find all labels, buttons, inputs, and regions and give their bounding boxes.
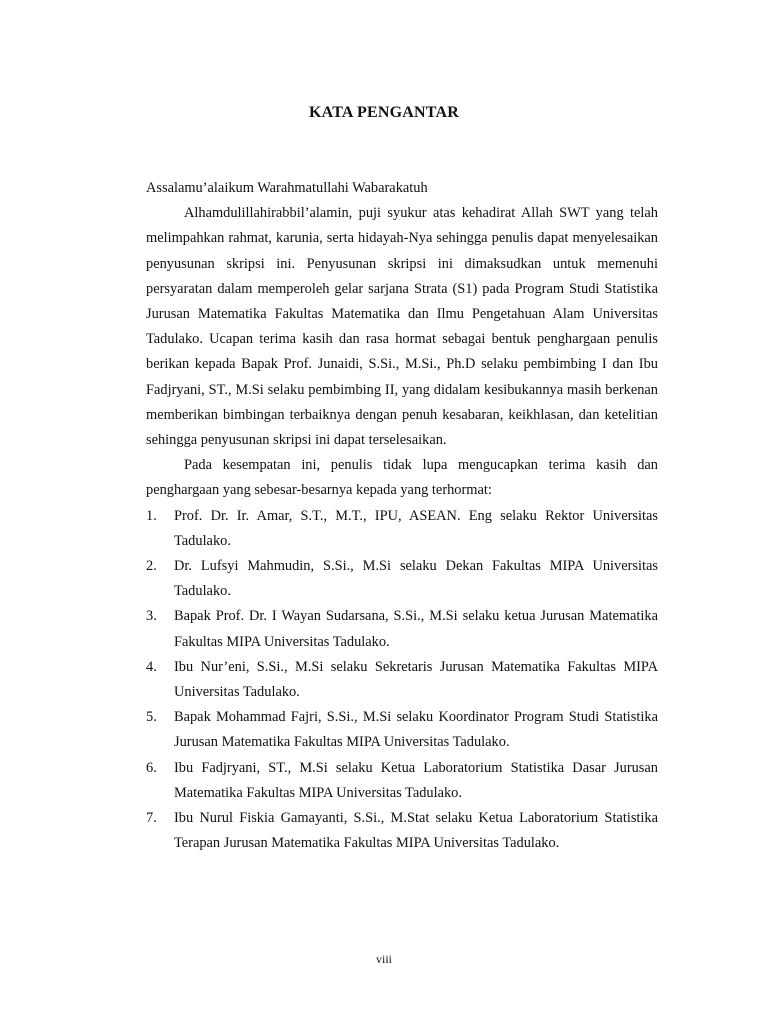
- paragraph-thanks-intro: Pada kesempatan ini, penulis tidak lupa mengucapkan terima kasih dan penghargaan yang sebesar-besarnya kepada yang terhormat:: [146, 457, 658, 499]
- page-number: viii: [375, 952, 392, 966]
- acknowledgement-list: [146, 504, 658, 857]
- list-number: 2.: [146, 558, 157, 575]
- list-text: Ibu Fadjryani, ST., M.Si selaku Ketua Laboratorium Statistika Dasar Jurusan Matematika Fakultas MIPA Universitas Tadulako.: [174, 759, 658, 801]
- list-text: Bapak Prof. Dr. I Wayan Sudarsana, S.Si., M.Si selaku ketua Jurusan Matematika Fakultas MIPA Universitas Tadulako.: [174, 608, 658, 650]
- list-number: 1.: [146, 507, 157, 524]
- list-item: [146, 554, 658, 604]
- list-item: [146, 705, 658, 755]
- list-text: Dr. Lufsyi Mahmudin, S.Si., M.Si selaku Dekan Fakultas MIPA Universitas Tadulako.: [174, 558, 658, 600]
- greeting: Assalamu’alaikum Warahmatullahi Wabarakatuh: [146, 180, 428, 196]
- list-number: 7.: [146, 810, 157, 827]
- list-number: 6.: [146, 759, 157, 776]
- list-item: [146, 655, 658, 705]
- list-item: [146, 604, 658, 654]
- paragraph-opening: Alhamdulillahirabbil’alamin, puji syukur atas kehadirat Allah SWT yang telah melimpahkan rahmat, karunia, serta hidayah-Nya sehingga penulis dapat menyelesaikan penyusunan skripsi ini. Penyusunan skripsi ini dimaksudkan untuk memenuhi persyaratan dalam memperoleh gelar sarjana Strata (S1) pada Program Studi Statistika Jurusan Matematika Fakultas Matematika dan Ilmu Pengetahuan Alam Universitas Tadulako. Ucapan terima kasih dan rasa hormat sebagai bentuk penghargaan penulis berikan kepada Bapak Prof. Junaidi, S.Si., M.Si., Ph.D selaku pembimbing I dan Ibu Fadjryani, ST., M.Si selaku pembimbing II, yang didalam kesibukannya masih berkenan memberikan bimbingan terbaiknya dengan penuh kesabaran, keikhlasan, dan ketelitian sehingga penyusunan skripsi ini dapat terselesaikan.: [146, 205, 658, 449]
- page-title: KATA PENGANTAR: [309, 104, 459, 121]
- list-text: Ibu Nurul Fiskia Gamayanti, S.Si., M.Stat selaku Ketua Laboratorium Statistika Terapan Jurusan Matematika Fakultas MIPA Universitas Tadulako.: [174, 810, 658, 852]
- list-text: Bapak Mohammad Fajri, S.Si., M.Si selaku Koordinator Program Studi Statistika Jurusan Matematika Fakultas MIPA Universitas Tadulako.: [174, 709, 658, 751]
- list-text: Prof. Dr. Ir. Amar, S.T., M.T., IPU, ASEAN. Eng selaku Rektor Universitas Tadulako.: [174, 507, 658, 549]
- list-number: 4.: [146, 658, 157, 675]
- list-number: 5.: [146, 709, 157, 726]
- list-item: [146, 756, 658, 806]
- list-text: Ibu Nur’eni, S.Si., M.Si selaku Sekretaris Jurusan Matematika Fakultas MIPA Universitas Tadulako.: [174, 658, 658, 701]
- document-body: [146, 176, 658, 856]
- list-item: [146, 504, 658, 554]
- list-item: [146, 806, 658, 856]
- list-number: 3.: [146, 608, 157, 625]
